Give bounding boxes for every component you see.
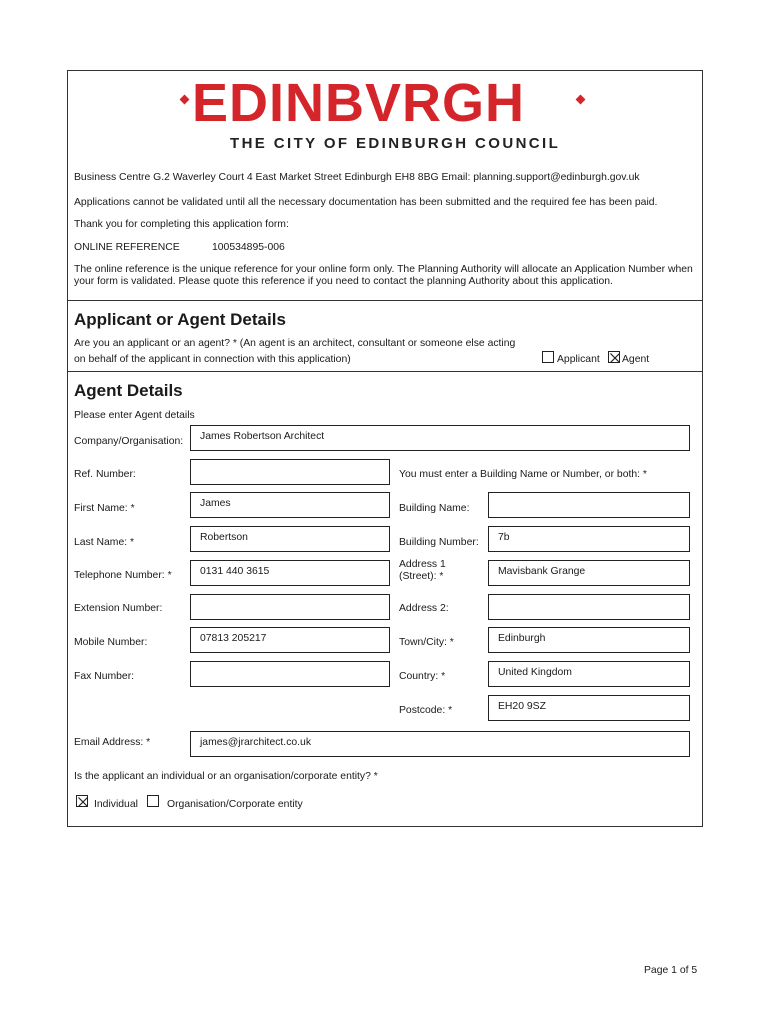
building-number-value: 7b	[498, 532, 510, 543]
postcode-field[interactable]	[488, 695, 690, 721]
council-logo-wordmark: EDINBVRGH	[192, 73, 526, 133]
address1-field[interactable]	[488, 560, 690, 586]
building-prompt: You must enter a Building Name or Number, or both: *	[399, 469, 647, 480]
town-value: Edinburgh	[498, 633, 546, 644]
ref-explanation: The online reference is the unique reference for your online form only. The Planning Authority will allocate an Application Number when your form is validated. Please quote this reference if you need to contact the planning Authority about this application.	[74, 264, 693, 287]
ref-number-label: Ref. Number:	[74, 469, 136, 480]
applicant-checkbox[interactable]	[542, 351, 554, 363]
mobile-field[interactable]	[190, 627, 390, 653]
last-name-label: Last Name: *	[74, 537, 135, 548]
ref-number-field[interactable]	[190, 459, 390, 485]
email-field[interactable]	[190, 731, 690, 757]
fax-field[interactable]	[190, 661, 390, 687]
online-ref-label: ONLINE REFERENCE	[74, 242, 180, 253]
address1-label-line2: (Street): *	[399, 571, 444, 582]
mobile-value: 07813 205217	[200, 633, 267, 644]
building-name-label: Building Name:	[399, 503, 470, 514]
page-number: Page 1 of 5	[644, 965, 698, 976]
address1-label-line1: Address 1	[399, 559, 446, 570]
individual-checkbox[interactable]	[76, 795, 88, 807]
mobile-label: Mobile Number:	[74, 637, 148, 648]
first-name-label: First Name: *	[74, 503, 135, 514]
applicant-question-line2: on behalf of the applicant in connection with this application)	[74, 354, 351, 365]
address2-label: Address 2:	[399, 603, 449, 614]
section-divider	[67, 300, 703, 301]
building-number-field[interactable]	[488, 526, 690, 552]
council-logo-subtitle: THE CITY OF EDINBURGH COUNCIL	[230, 135, 561, 152]
postcode-label: Postcode: *	[399, 705, 453, 716]
telephone-value: 0131 440 3615	[200, 566, 270, 577]
last-name-value: Robertson	[200, 532, 248, 543]
check-x-icon	[77, 796, 89, 808]
agent-option-label: Agent	[622, 354, 650, 365]
applicant-option-label: Applicant	[557, 354, 600, 365]
company-field[interactable]	[190, 425, 690, 451]
building-name-field[interactable]	[488, 492, 690, 518]
agent-prompt: Please enter Agent details	[74, 410, 195, 421]
agent-section-heading: Agent Details	[74, 381, 183, 400]
telephone-field[interactable]	[190, 560, 390, 586]
entity-question: Is the applicant an individual or an organisation/corporate entity? *	[74, 771, 378, 782]
last-name-field[interactable]	[190, 526, 390, 552]
organisation-checkbox[interactable]	[147, 795, 159, 807]
organisation-option-label: Organisation/Corporate entity	[167, 799, 303, 810]
thanks-text: Thank you for completing this application form:	[74, 219, 289, 230]
telephone-label: Telephone Number: *	[74, 570, 172, 581]
email-label: Email Address: *	[74, 737, 151, 748]
applicant-section-heading: Applicant or Agent Details	[74, 310, 286, 329]
postcode-value: EH20 9SZ	[498, 701, 546, 712]
individual-option-label: Individual	[94, 799, 138, 810]
fax-label: Fax Number:	[74, 671, 135, 682]
address-line: Business Centre G.2 Waverley Court 4 East Market Street Edinburgh EH8 8BG Email: planning.support@edinburgh.gov.uk	[74, 172, 640, 183]
country-value: United Kingdom	[498, 667, 572, 678]
country-label: Country: *	[399, 671, 446, 682]
company-value: James Robertson Architect	[200, 431, 325, 442]
section-divider	[67, 371, 703, 372]
first-name-value: James	[200, 498, 231, 509]
first-name-field[interactable]	[190, 492, 390, 518]
extension-field[interactable]	[190, 594, 390, 620]
validation-notice: Applications cannot be validated until all the necessary documentation has been submitted and the required fee has been paid.	[74, 197, 658, 208]
town-label: Town/City: *	[399, 637, 454, 648]
check-x-icon	[609, 352, 621, 364]
agent-checkbox[interactable]	[608, 351, 620, 363]
company-label: Company/Organisation:	[74, 436, 184, 447]
town-field[interactable]	[488, 627, 690, 653]
address2-field[interactable]	[488, 594, 690, 620]
email-value: james@jrarchitect.co.uk	[200, 737, 312, 748]
address1-value: Mavisbank Grange	[498, 566, 586, 577]
applicant-question-line1: Are you an applicant or an agent? * (An agent is an architect, consultant or someone else acting	[74, 338, 516, 349]
online-ref-value: 100534895-006	[212, 242, 285, 253]
extension-label: Extension Number:	[74, 603, 163, 614]
country-field[interactable]	[488, 661, 690, 687]
building-number-label: Building Number:	[399, 537, 479, 548]
